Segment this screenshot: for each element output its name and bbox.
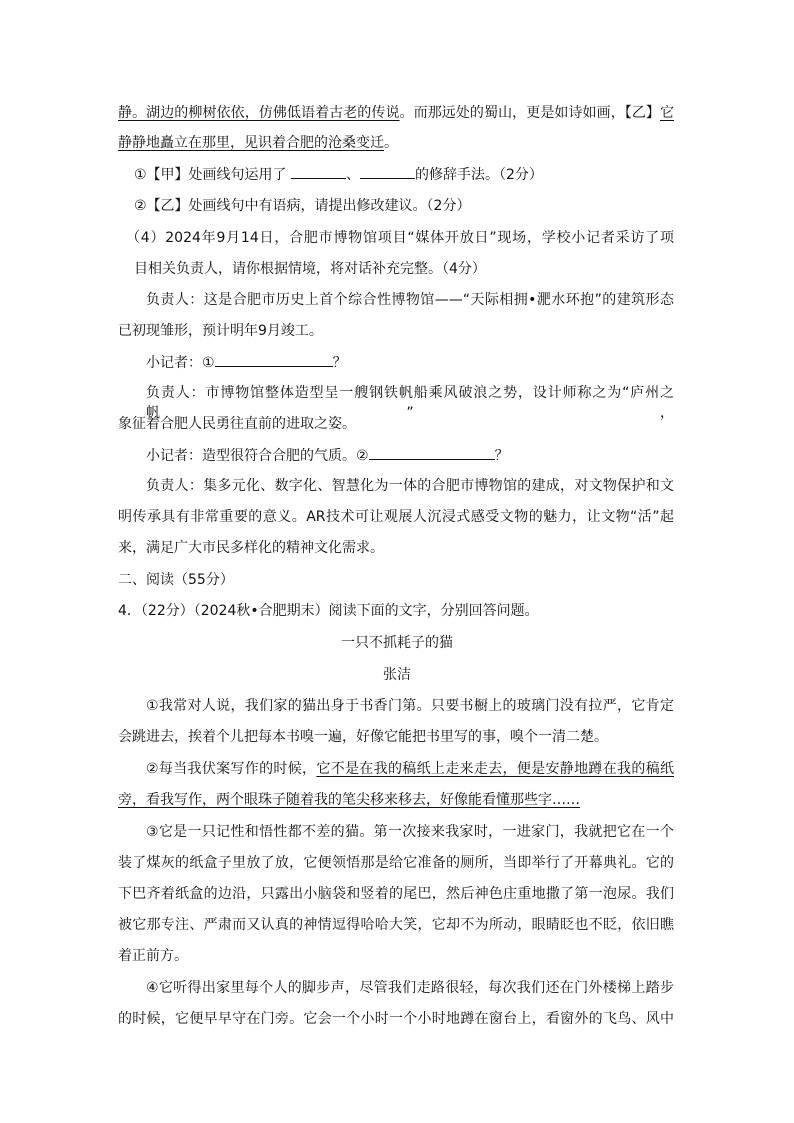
text-line [118,884,674,904]
text-line [146,978,674,998]
text-line [118,507,674,527]
answer-blank[interactable] [360,164,415,179]
text-line [118,727,608,747]
text-line [118,790,580,810]
text-segment: 小记者：造型很符合合肥的气质。② [146,448,369,464]
article-title [0,633,794,653]
text-line [118,103,674,123]
text-line [146,290,674,310]
text-segment: 的修辞手法。（2分） [415,167,543,183]
text-line [146,759,674,779]
text-segment: ②【乙】处画线句中有语病，请提出修改建议。（2分） [134,198,471,214]
text-segment: 象征着合肥人民勇往直前的进取之姿。 [118,416,356,432]
text-segment: 二、阅读（55分） [118,572,234,588]
text-line [134,196,470,216]
text-line [146,445,509,465]
text-segment: 张洁 [383,667,411,683]
text-segment: 。而那远处的蜀山，更是如诗如画，【乙】 [399,105,661,121]
text-segment: 会跳进去，挨着个儿把每本书嗅一遍，好像它能把书里写的事，嗅个一清二楚。 [118,729,608,745]
underlined-text: 它 [660,105,675,121]
text-segment: 装了煤灰的纸盒子里放了放，它便领悟那是给它准备的厕所，当即举行了开幕典礼。它的 [118,855,674,871]
text-segment: ？ [494,448,509,464]
text-line [118,1009,674,1029]
text-segment: 4．（22分）（2024秋•合肥期末）阅读下面的文字，分别回答问题。 [118,603,539,619]
text-segment: 的时候，它便早早守在门旁。它会一个小时一个小时地蹲在窗台上，看窗外的飞鸟、风中 [118,1011,674,1027]
text-line [118,538,384,558]
text-segment: 负责人：市博物馆整体造型呈一艘钢铁帆船乘风破浪之势，设计师称之为“庐州之帆”， [146,385,674,421]
text-line [118,133,398,153]
section-heading [118,570,234,590]
text-line [126,228,674,248]
text-segment: 目相关负责人，请你根据情境，将对话补充完整。（4分） [134,261,486,277]
answer-blank[interactable] [215,352,333,367]
text-segment: 、 [346,167,361,183]
text-segment: 着正前方。 [118,948,188,964]
text-segment: ①【甲】处画线句运用了 [134,167,292,183]
text-line [134,259,486,279]
text-segment: 已初现雏形，预计明年9月竣工。 [118,323,323,339]
answer-blank[interactable] [291,164,346,179]
text-segment: 一只不抓耗子的猫 [341,635,453,651]
text-segment: ②每当我伏案写作的时候， [146,761,317,777]
question-heading [118,601,539,621]
text-line [118,946,188,966]
text-line [118,414,356,434]
text-segment: 来，满足广大市民多样化的精神文化需求。 [118,540,384,556]
text-segment: （4）2024年9月14日，合肥市博物馆项目“媒体开放日”现场，学校小记者采访了项 [126,230,674,246]
answer-blank[interactable] [369,445,495,460]
text-segment: ①我常对人说，我们家的猫出身于书香门第。只要书橱上的玻璃门没有拉严，它肯定 [146,698,674,714]
text-segment: 被它那专注、严肃而又认真的神情逗得哈哈大笑，它却不为所动，眼睛眨也不眨，依旧瞧 [118,917,674,933]
text-segment: 明传承具有非常重要的意义。AR技术可让观展人沉浸式感受文物的魅力，让文物“活”起 [118,509,674,525]
text-line [146,383,674,421]
text-line [118,915,674,935]
text-segment: 负责人：这是合肥市历史上首个综合性博物馆——“天际相拥•淝水环抱”的建筑形态 [146,292,674,308]
text-segment: 小记者：① [146,355,215,371]
text-line [146,476,674,496]
text-line [146,696,674,716]
text-segment: 。 [384,135,398,151]
text-segment: 下巴齐着纸盒的边沿，只露出小脑袋和竖着的尾巴，然后神色庄重地撒了第一泡尿。我们 [118,886,674,902]
text-line [134,164,543,184]
text-line [146,352,347,372]
text-segment: 负责人：集多元化、数字化、智慧化为一体的合肥市博物馆的建成，对文物保护和文 [146,478,674,494]
text-line [118,853,674,873]
underlined-text: 旁，看我写作，两个眼珠子随着我的笔尖移来移去，好像能看懂那些字…… [118,792,580,808]
article-author [0,665,794,685]
underlined-text: 静。湖边的柳树依依，仿佛低语着古老的传说 [118,105,400,121]
text-segment: ③它是一只记性和悟性都不差的猫。第一次接来我家时，一进家门，我就把它在一个 [146,824,674,840]
text-segment: ？ [332,355,347,371]
underlined-text: 静静地矗立在那里，见识着合肥的沧桑变迁 [118,135,384,151]
text-line [118,321,323,341]
text-line [146,822,674,842]
text-segment: ④它听得出家里每个人的脚步声，尽管我们走路很轻，每次我们还在门外楼梯上踏步 [146,980,674,996]
underlined-text: 它不是在我的稿纸上走来走去，便是安静地蹲在我的稿纸 [316,761,674,777]
